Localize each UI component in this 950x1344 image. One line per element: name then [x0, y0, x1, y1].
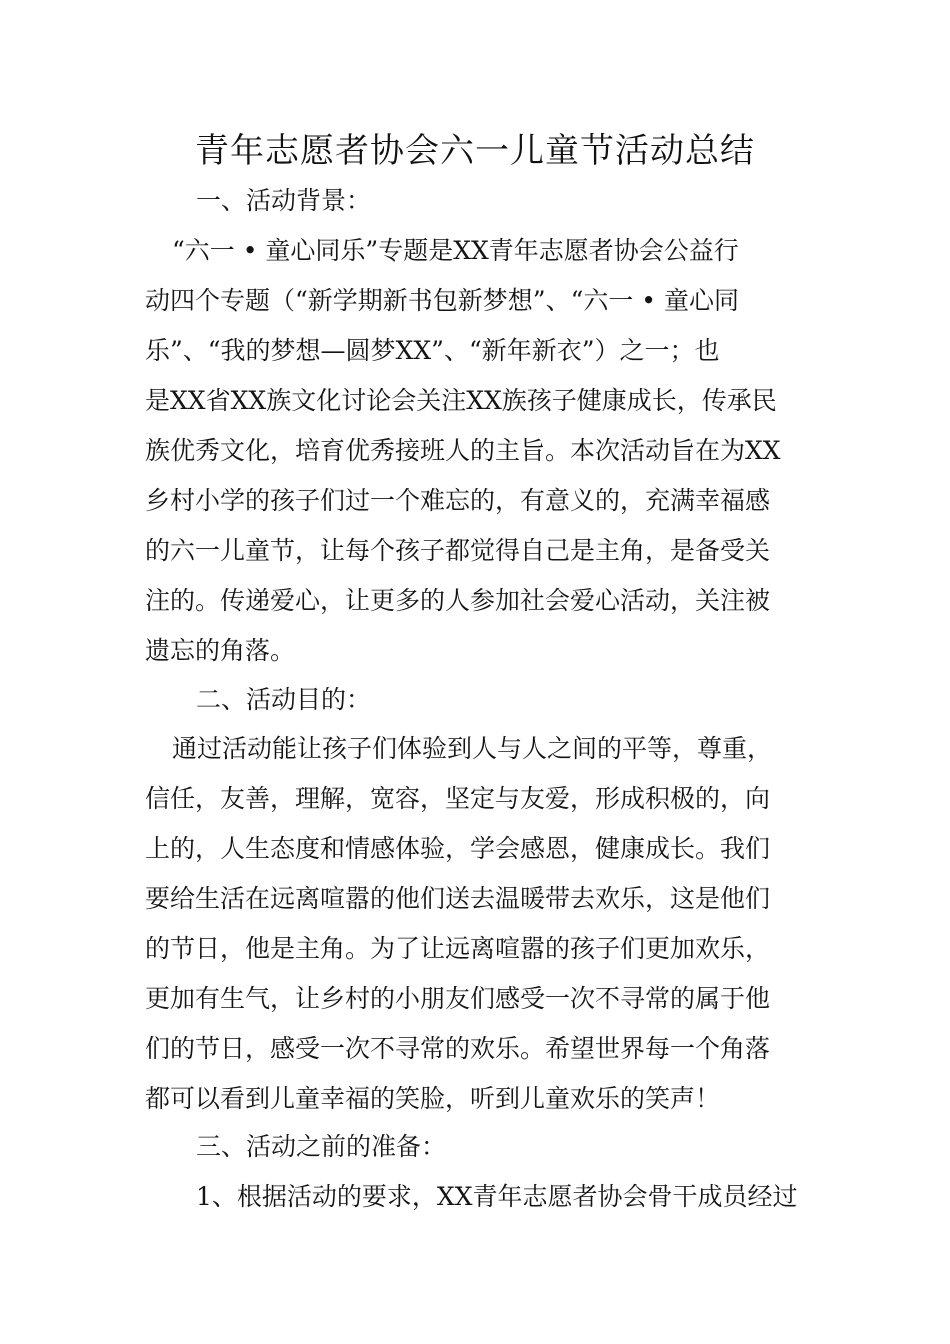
paragraph-line: 更加有生气，让乡村的小朋友们感受一次不寻常的属于他 — [145, 984, 771, 1013]
section-heading-preparation: 三、活动之前的准备： — [196, 1132, 447, 1161]
paragraph-line: 遗忘的角落。 — [145, 636, 296, 665]
paragraph-line: 乐”、“我的梦想—圆梦XX”、“新年新衣”）之一；也 — [145, 336, 720, 365]
paragraph-line: 信任，友善，理解，宽容，坚定与友爱，形成积极的，向 — [145, 784, 771, 813]
paragraph-line: 都可以看到儿童幸福的笑脸，听到儿童欢乐的笑声！ — [145, 1084, 721, 1113]
paragraph-line: 上的，人生态度和情感体验，学会感恩，健康成长。我们 — [145, 834, 771, 863]
paragraph-line: 族优秀文化，培育优秀接班人的主旨。本次活动旨在为XX — [145, 436, 781, 465]
paragraph-line: 1、根据活动的要求，XX青年志愿者协会骨干成员经过 — [196, 1182, 798, 1211]
paragraph-line: 乡村小学的孩子们过一个难忘的，有意义的，充满幸福感 — [145, 486, 771, 515]
paragraph-line: 的六一儿童节，让每个孩子都觉得自己是主角，是备受关 — [145, 536, 771, 565]
paragraph-line: 们的节日，感受一次不寻常的欢乐。希望世界每一个角落 — [145, 1034, 771, 1063]
paragraph-line: 的节日，他是主角。为了让远离喧嚣的孩子们更加欢乐， — [145, 934, 771, 963]
paragraph-line: “六一 • 童心同乐”专题是XX青年志愿者协会公益行 — [172, 236, 739, 265]
section-heading-background: 一、活动背景： — [196, 186, 372, 215]
paragraph-line: 通过活动能让孩子们体验到人与人之间的平等，尊重， — [172, 734, 773, 763]
paragraph-line: 注的。传递爱心，让更多的人参加社会爱心活动，关注被 — [145, 586, 771, 615]
document-title: 青年志愿者协会六一儿童节活动总结 — [195, 131, 755, 171]
paragraph-line: 要给生活在远离喧嚣的他们送去温暖带去欢乐，这是他们 — [145, 884, 771, 913]
section-heading-purpose: 二、活动目的： — [196, 685, 372, 714]
paragraph-line: 动四个专题（“新学期新书包新梦想”、“六一 • 童心同 — [145, 286, 739, 315]
paragraph-line: 是XX省XX族文化讨论会关注XX族孩子健康成长，传承民 — [145, 386, 777, 415]
